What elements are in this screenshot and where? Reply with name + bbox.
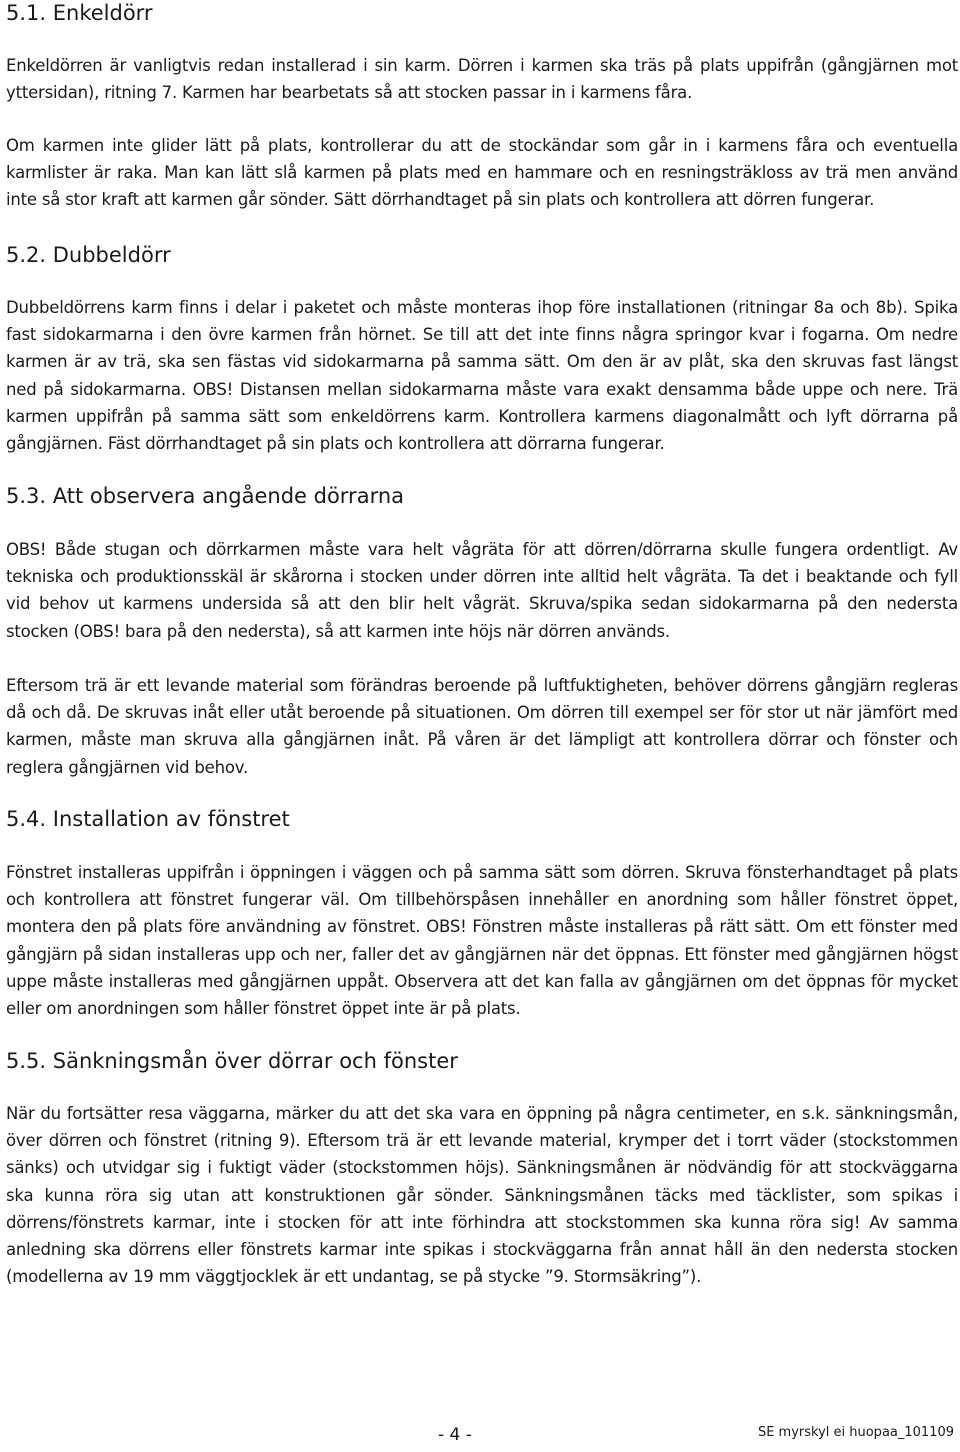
paragraph-enkeldorr-intro: Enkeldörren är vanligtvis redan installerad i sin karm. Dörren i karmen ska träs på plats uppifrån (gångjärnen mot yttersidan), ritning 7. Karmen har bearbetats så att stocken passar in i karmens fåra. xyxy=(6,56,958,103)
paragraph-observera-gangjarn: Eftersom trä är ett levande material som förändras beroende på luftfuktigheten, behöver dörrens gångjärn regleras då och då. De skruvas inåt eller utåt beroende på situationen. Om dörren till exempel ser för stor ut när jämfört med karmen, måste man skruva alla gångjärnen inåt. På våren är det lämpligt att kontrollera dörrar och fönster och reglera gångjärnen vid behov. xyxy=(6,676,958,777)
paragraph-observera-obs: OBS! Både stugan och dörrkarmen måste vara helt vågräta för att dörren/dörrarna skulle fungera ordentligt. Av tekniska och produktionsskäl är skårorna i stocken under dörren inte alltid helt vågräta. Ta det i beaktande och fyll vid behov ut karmens undersida så att den blir helt vågrät. Skruva/spika sedan sidokarmarna på den nedersta stocken (OBS! bara på den nedersta), så att karmen inte höjs när dörren används. xyxy=(6,540,958,641)
paragraph-dubbeldorr: Dubbeldörrens karm finns i delar i paketet och måste monteras ihop före installationen (ritningar 8a och 8b). Spika fast sidokarmarna i den övre karmen från hörnet. Se till att det inte finns några springor kvar i fogarna. Om nedre karmen är av trä, ska sen fästas vid sidokarmarna på samma sätt. Om den är av plåt, ska den skruvas fast längst ned på sidokarmarna. OBS! Distansen mellan sidokarmarna måste vara exakt densamma både uppe och nere. Trä karmen uppifrån på samma sätt som enkeldörrens karm. Kontrollera karmens diagonalmått och lyft dörrarna på gångjärnen. Fäst dörrhandtaget på sin plats och kontrollera att dörrarna fungerar. xyxy=(6,298,958,454)
section-heading-fonstret: 5.4. Installation av fönstret xyxy=(6,807,290,831)
page-number: - 4 - xyxy=(438,1425,472,1445)
document-code: SE myrskyl ei huopaa_101109 xyxy=(757,1425,954,1440)
section-heading-sankningsman: 5.5. Sänkningsmån över dörrar och fönster xyxy=(6,1049,458,1073)
paragraph-enkeldorr-fitting: Om karmen inte glider lätt på plats, kontrollerar du att de stockändar som går in i karmens fåra och eventuella karmlister är raka. Man kan lätt slå karmen på plats med en hammare och en resningsträkloss av trä men använd inte så stor kraft att karmen går sönder. Sätt dörrhandtaget på sin plats och kontrollera att dörren fungerar. xyxy=(6,136,958,210)
paragraph-sankningsman: När du fortsätter resa väggarna, märker du att det ska vara en öppning på några centimeter, en s.k. sänkningsmån, över dörren och fönstret (ritning 9). Eftersom trä är ett levande material, krymper det i torrt väder (stockstommen sänks) och utvidgar sig i fuktigt väder (stockstommen höjs). Sänkningsmånen är nödvändig för att stockväggarna ska kunna röra sig utan att konstruktionen går sönder. Sänkningsmånen täcks med täcklister, som spikas i dörrens/fönstrets karmar, inte i stocken för att inte förhindra att stockstommen ska kunna röra sig! Av samma anledning ska dörrens eller fönstrets karmar inte spikas i stockväggarna från annat håll än den nedersta stocken (modellerna av 19 mm väggtjocklek är ett undantag, se på stycke ”9. Stormsäkring”). xyxy=(6,1104,958,1287)
section-heading-dubbeldorr: 5.2. Dubbeldörr xyxy=(6,243,171,267)
section-heading-observera: 5.3. Att observera angående dörrarna xyxy=(6,484,405,508)
section-heading-enkeldorr: 5.1. Enkeldörr xyxy=(6,1,153,25)
paragraph-fonstret: Fönstret installeras uppifrån i öppningen i väggen och på samma sätt som dörren. Skruva fönsterhandtaget på plats och kontrollera att fönstret fungerar väl. Om tillbehörspåsen innehåller en anordning som håller fönstret öppet, montera den på plats före användning av fönstret. OBS! Fönstren måste installeras på rätt sätt. Om ett fönster med gångjärn på sidan installeras upp och ner, faller det av gångjärnen när det öppnas. Ett fönster med gångjärnen högst uppe måste installeras med gångjärnen uppåt. Observera att det kan falla av gångjärnen om det öppnas för mycket eller om anordningen som håller fönstret öppet inte är på plats. xyxy=(6,863,958,1019)
